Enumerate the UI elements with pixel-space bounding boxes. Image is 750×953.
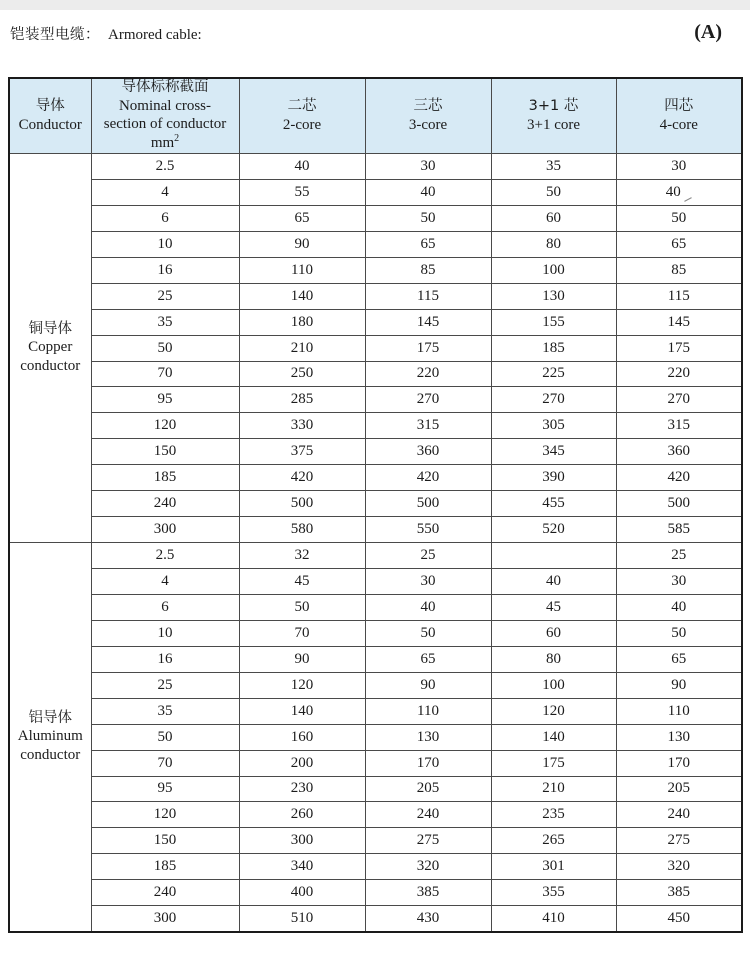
ampacity-cell: 355 [491, 880, 616, 906]
header-3-core-en: 3-core [408, 116, 448, 133]
table-row [9, 413, 742, 439]
ampacity-cell: 270 [491, 387, 616, 413]
ampacity-cell: 390 [491, 465, 616, 491]
ampacity-cell: 410 [491, 906, 616, 932]
header-cross-section-unit: $mm^2$ [150, 133, 180, 152]
ampacity-cell: 500 [365, 491, 491, 517]
ampacity-cell: 315 [365, 413, 491, 439]
ampacity-cell: 50 [239, 594, 365, 620]
ampacity-cell: 50 [616, 620, 742, 646]
ampacity-cell: 320 [616, 854, 742, 880]
ampacity-cell: 300 [239, 828, 365, 854]
table-row [9, 698, 742, 724]
ampacity-cell: 330 [239, 413, 365, 439]
ampacity-cell: 100 [491, 672, 616, 698]
header-cross-section-en1: Nominal cross- [118, 97, 212, 114]
table-row [9, 309, 742, 335]
ampacity-cell: 65 [616, 231, 742, 257]
cross-section-cell: 120 [91, 413, 239, 439]
ampacity-cell: 140 [491, 724, 616, 750]
table-row [9, 179, 742, 205]
ampacity-cell: 550 [365, 517, 491, 543]
corner-label: (A) [694, 21, 722, 43]
ampacity-cell: 30 [365, 569, 491, 595]
ampacity-cell: 205 [365, 776, 491, 802]
ampacity-cell: 115 [365, 283, 491, 309]
ampacity-cell: 210 [239, 335, 365, 361]
ampacity-cell: 455 [491, 491, 616, 517]
ampacity-cell: 210 [491, 776, 616, 802]
table-row [9, 906, 742, 932]
ampacity-cell: 45 [239, 569, 365, 595]
section-label-aluminum [9, 543, 91, 933]
ampacity-cell: 30 [365, 154, 491, 180]
ampacity-cell: 270 [365, 387, 491, 413]
table-row [9, 517, 742, 543]
ampacity-cell: 90 [239, 231, 365, 257]
ampacity-cell: 80 [491, 646, 616, 672]
cross-section-cell: 6 [91, 205, 239, 231]
table-row [9, 828, 742, 854]
table-row [9, 491, 742, 517]
cross-section-cell: 10 [91, 620, 239, 646]
table-row [9, 569, 742, 595]
cross-section-cell: 70 [91, 361, 239, 387]
ampacity-cell: 500 [239, 491, 365, 517]
header-2-core-en: 2-core [282, 116, 322, 133]
cross-section-cell: 2.5 [91, 543, 239, 569]
ampacity-cell: 40 [491, 569, 616, 595]
table-row [9, 205, 742, 231]
ampacity-cell: 275 [365, 828, 491, 854]
cross-section-cell: 35 [91, 309, 239, 335]
table-header [9, 78, 742, 154]
header-2-core [239, 78, 365, 154]
section-label-zh: 铜导体 [28, 321, 72, 338]
ampacity-cell: 40 [239, 154, 365, 180]
ampacity-cell: 430 [365, 906, 491, 932]
ampacity-cell: 240 [616, 802, 742, 828]
header-cross-section [91, 78, 239, 154]
ampacity-cell: 345 [491, 439, 616, 465]
ampacity-cell: 520 [491, 517, 616, 543]
ampacity-cell [491, 543, 616, 569]
ampacity-cell: 130 [491, 283, 616, 309]
header-3plus1-core-zh: 3+1 芯 [528, 98, 579, 114]
header-cross-section-en2: section of conductor [103, 116, 227, 133]
header-3plus1-core [491, 78, 616, 154]
ampacity-cell: 32 [239, 543, 365, 569]
ampacity-cell: 420 [616, 465, 742, 491]
cross-section-cell: 50 [91, 335, 239, 361]
cross-section-cell: 50 [91, 724, 239, 750]
cross-section-cell: 185 [91, 854, 239, 880]
ampacity-cell: 225 [491, 361, 616, 387]
table-row [9, 231, 742, 257]
ampacity-cell: 420 [239, 465, 365, 491]
cross-section-cell: 2.5 [91, 154, 239, 180]
ampacity-cell: 340 [239, 854, 365, 880]
ampacity-cell: 25 [616, 543, 742, 569]
scan-artifact-mark [684, 197, 692, 202]
ampacity-cell: 65 [365, 231, 491, 257]
ampacity-cell: 315 [616, 413, 742, 439]
table-row [9, 335, 742, 361]
table-row [9, 257, 742, 283]
ampacity-cell: 270 [616, 387, 742, 413]
table-row [9, 672, 742, 698]
section-label-en1: Aluminum [17, 728, 83, 745]
page-title-en: Armored cable: [108, 27, 202, 43]
section-label-en1: Copper [28, 339, 73, 356]
header-row [9, 78, 742, 154]
table-row [9, 880, 742, 906]
ampacity-cell: 40 [616, 179, 742, 205]
header-3-core [365, 78, 491, 154]
ampacity-cell: 500 [616, 491, 742, 517]
ampacity-cell: 130 [365, 724, 491, 750]
ampacity-cell: 25 [365, 543, 491, 569]
table-row [9, 646, 742, 672]
header-conductor [9, 78, 91, 154]
ampacity-cell: 585 [616, 517, 742, 543]
ampacity-cell: 145 [616, 309, 742, 335]
ampacity-cell: 90 [616, 672, 742, 698]
header-4-core [616, 78, 742, 154]
cross-section-cell: 150 [91, 828, 239, 854]
ampacity-cell: 110 [365, 698, 491, 724]
table-row [9, 802, 742, 828]
table-row [9, 854, 742, 880]
table-row [9, 750, 742, 776]
cross-section-cell: 120 [91, 802, 239, 828]
cross-section-cell: 240 [91, 491, 239, 517]
ampacity-cell: 250 [239, 361, 365, 387]
cross-section-cell: 95 [91, 387, 239, 413]
ampacity-cell: 100 [491, 257, 616, 283]
ampacity-cell: 90 [239, 646, 365, 672]
header-3plus1-core-en: 3+1 core [526, 116, 581, 133]
ampacity-cell: 40 [616, 594, 742, 620]
header-conductor-zh: 导体 [35, 98, 65, 114]
ampacity-cell: 385 [365, 880, 491, 906]
cross-section-cell: 16 [91, 646, 239, 672]
ampacity-cell: 60 [491, 620, 616, 646]
ampacity-cell: 170 [616, 750, 742, 776]
cross-section-cell: 300 [91, 906, 239, 932]
table-row [9, 465, 742, 491]
cross-section-cell: 6 [91, 594, 239, 620]
cross-section-cell: 240 [91, 880, 239, 906]
cross-section-cell: 4 [91, 569, 239, 595]
ampacity-cell: 285 [239, 387, 365, 413]
ampacity-cell: 420 [365, 465, 491, 491]
ampacity-cell: 580 [239, 517, 365, 543]
ampacity-cell: 145 [365, 309, 491, 335]
scan-edge-band [0, 0, 750, 10]
title-bar [10, 23, 740, 57]
header-4-core-en: 4-core [659, 116, 698, 133]
ampacity-cell: 220 [365, 361, 491, 387]
cable-spec-table [8, 77, 743, 933]
ampacity-cell: 175 [616, 335, 742, 361]
ampacity-cell: 70 [239, 620, 365, 646]
ampacity-cell: 301 [491, 854, 616, 880]
table-row [9, 361, 742, 387]
ampacity-cell: 265 [491, 828, 616, 854]
section-label-zh: 铝导体 [28, 710, 72, 727]
ampacity-cell: 55 [239, 179, 365, 205]
cross-section-cell: 16 [91, 257, 239, 283]
section-label-en2: conductor [20, 358, 81, 375]
header-3-core-zh: 三芯 [413, 98, 443, 114]
cross-section-cell: 25 [91, 283, 239, 309]
section-label-en2: conductor [20, 747, 81, 764]
ampacity-cell: 120 [491, 698, 616, 724]
ampacity-cell: 320 [365, 854, 491, 880]
ampacity-cell: 115 [616, 283, 742, 309]
ampacity-cell: 240 [365, 802, 491, 828]
ampacity-cell: 65 [616, 646, 742, 672]
table-row [9, 776, 742, 802]
header-conductor-en: Conductor [18, 116, 82, 133]
table-row [9, 594, 742, 620]
ampacity-cell: 40 [365, 179, 491, 205]
ampacity-cell: 60 [491, 205, 616, 231]
table-row [9, 620, 742, 646]
ampacity-cell: 140 [239, 283, 365, 309]
ampacity-cell: 175 [491, 750, 616, 776]
table-body [9, 154, 742, 933]
ampacity-cell: 160 [239, 724, 365, 750]
table-row [9, 154, 742, 180]
ampacity-cell: 180 [239, 309, 365, 335]
ampacity-cell: 375 [239, 439, 365, 465]
ampacity-cell: 50 [491, 179, 616, 205]
cross-section-cell: 35 [91, 698, 239, 724]
cross-section-cell: 150 [91, 439, 239, 465]
ampacity-cell: 130 [616, 724, 742, 750]
ampacity-cell: 140 [239, 698, 365, 724]
section-label-copper [9, 154, 91, 543]
ampacity-cell: 85 [365, 257, 491, 283]
table-row [9, 387, 742, 413]
ampacity-cell: 400 [239, 880, 365, 906]
ampacity-cell: 305 [491, 413, 616, 439]
ampacity-cell: 275 [616, 828, 742, 854]
ampacity-cell: 35 [491, 154, 616, 180]
ampacity-cell: 155 [491, 309, 616, 335]
header-4-core-zh: 四芯 [664, 98, 694, 114]
header-cross-section-zh: 导体标称截面 [121, 79, 209, 96]
ampacity-cell: 220 [616, 361, 742, 387]
cross-section-cell: 25 [91, 672, 239, 698]
cross-section-cell: 10 [91, 231, 239, 257]
ampacity-cell: 50 [616, 205, 742, 231]
ampacity-cell: 170 [365, 750, 491, 776]
cross-section-cell: 185 [91, 465, 239, 491]
ampacity-cell: 230 [239, 776, 365, 802]
ampacity-cell: 200 [239, 750, 365, 776]
cross-section-cell: 4 [91, 179, 239, 205]
ampacity-cell: 50 [365, 205, 491, 231]
table-row [9, 439, 742, 465]
ampacity-cell: 205 [616, 776, 742, 802]
ampacity-cell: 450 [616, 906, 742, 932]
ampacity-cell: 30 [616, 154, 742, 180]
ampacity-cell: 360 [365, 439, 491, 465]
header-2-core-zh: 二芯 [287, 98, 317, 114]
ampacity-cell: 110 [616, 698, 742, 724]
ampacity-cell: 235 [491, 802, 616, 828]
ampacity-cell: 45 [491, 594, 616, 620]
ampacity-cell: 175 [365, 335, 491, 361]
table-row [9, 283, 742, 309]
ampacity-cell: 65 [239, 205, 365, 231]
ampacity-cell: 385 [616, 880, 742, 906]
cross-section-cell: 70 [91, 750, 239, 776]
ampacity-cell: 40 [365, 594, 491, 620]
ampacity-cell: 360 [616, 439, 742, 465]
table-row [9, 724, 742, 750]
cross-section-cell: 300 [91, 517, 239, 543]
page-title-zh: 铠装型电缆： [10, 27, 100, 43]
ampacity-cell: 65 [365, 646, 491, 672]
ampacity-cell: 85 [616, 257, 742, 283]
ampacity-cell: 30 [616, 569, 742, 595]
table-row [9, 543, 742, 569]
ampacity-cell: 185 [491, 335, 616, 361]
ampacity-cell: 80 [491, 231, 616, 257]
ampacity-cell: 120 [239, 672, 365, 698]
ampacity-cell: 50 [365, 620, 491, 646]
cross-section-cell: 95 [91, 776, 239, 802]
ampacity-cell: 110 [239, 257, 365, 283]
ampacity-cell: 510 [239, 906, 365, 932]
ampacity-cell: 260 [239, 802, 365, 828]
ampacity-cell: 90 [365, 672, 491, 698]
